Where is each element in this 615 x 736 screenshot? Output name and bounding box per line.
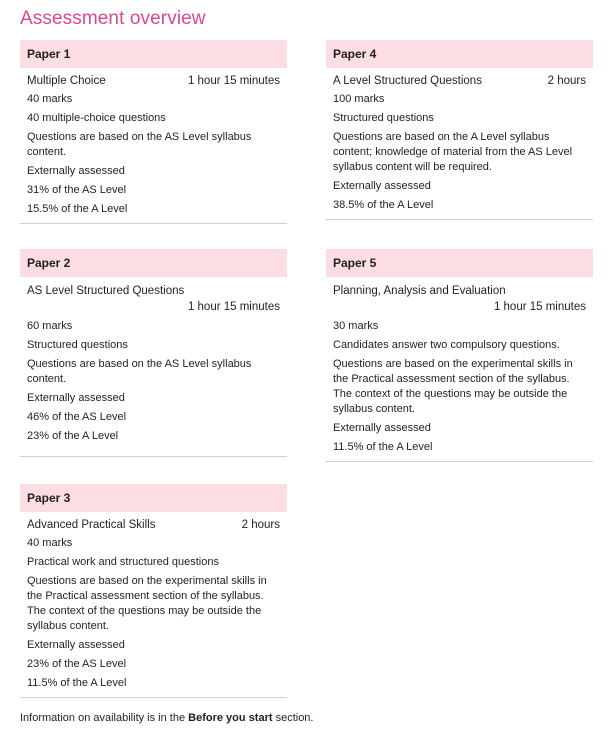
paper-2-rule — [20, 456, 287, 457]
paper-1-marks: 40 marks — [27, 93, 73, 105]
paper-4-marks: 100 marks — [333, 93, 385, 105]
paper-2-card — [20, 249, 287, 457]
paper-4-duration: 2 hours — [547, 75, 586, 87]
paper-4-rule — [326, 219, 593, 220]
paper-2-marks: 60 marks — [27, 320, 73, 332]
paper-3-weight-a: 11.5% of the A Level — [27, 677, 127, 689]
paper-2-basis: Questions are based on the AS Level syllabus content. — [27, 358, 252, 385]
paper-2-weight-as: 46% of the AS Level — [27, 411, 127, 423]
availability-note-prefix: Information on availability is in the — [20, 712, 189, 724]
paper-5-assessment: Externally assessed — [333, 422, 431, 434]
paper-5-basis: Questions are based on the experimental skills in the Practical assessment section of the syllabus. The context of the questions may be outside the syllabus content. — [333, 358, 573, 415]
paper-2-assessment: Externally assessed — [27, 392, 125, 404]
before-you-start-ref: Before you start — [188, 712, 273, 724]
paper-4-card — [326, 40, 593, 220]
availability-note-suffix: section. — [272, 712, 314, 724]
paper-3-basis: Questions are based on the experimental skills in the Practical assessment section of the syllabus. The context of the questions may be outside the syllabus content. — [27, 575, 267, 632]
paper-2-weight-a: 23% of the A Level — [27, 430, 119, 442]
paper-5-marks: 30 marks — [333, 320, 379, 332]
paper-3-subject: Advanced Practical Skills — [27, 519, 156, 531]
paper-1-assessment: Externally assessed — [27, 165, 125, 177]
paper-1-weight-as: 31% of the AS Level — [27, 184, 127, 196]
paper-4-weight-a: 38.5% of the A Level — [333, 199, 434, 211]
paper-5-subject: Planning, Analysis and Evaluation — [333, 285, 506, 297]
paper-3-duration: 2 hours — [241, 519, 280, 531]
paper-1-rule — [20, 223, 287, 224]
paper-2-subject: AS Level Structured Questions — [27, 285, 185, 297]
paper-1-card — [20, 40, 287, 224]
paper-4-heading: Paper 4 — [326, 40, 593, 68]
paper-5-format: Candidates answer two compulsory questions. — [333, 339, 560, 351]
paper-4-format: Structured questions — [333, 112, 434, 124]
paper-4-assessment: Externally assessed — [333, 180, 431, 192]
paper-5-rule — [326, 461, 593, 462]
paper-2-heading: Paper 2 — [20, 249, 287, 277]
paper-1-weight-a: 15.5% of the A Level — [27, 203, 128, 215]
paper-3-assessment: Externally assessed — [27, 639, 125, 651]
paper-1-heading: Paper 1 — [20, 40, 287, 68]
paper-3-heading: Paper 3 — [20, 484, 287, 512]
paper-5-heading: Paper 5 — [326, 249, 593, 277]
paper-1-subject: Multiple Choice — [27, 75, 106, 87]
page-title: Assessment overview — [20, 8, 206, 29]
availability-note — [20, 712, 313, 724]
paper-3-marks: 40 marks — [27, 537, 73, 549]
paper-4-basis: Questions are based on the A Level syllabus content; knowledge of material from the AS Level syllabus content will be required. — [333, 131, 573, 173]
paper-4-subject: A Level Structured Questions — [333, 75, 482, 87]
paper-5-weight-a: 11.5% of the A Level — [333, 441, 433, 453]
paper-1-duration: 1 hour 15 minutes — [187, 75, 280, 87]
paper-3-card — [20, 484, 287, 698]
paper-1-format: 40 multiple-choice questions — [27, 112, 166, 124]
paper-1-basis: Questions are based on the AS Level syllabus content. — [27, 131, 252, 158]
paper-5-duration: 1 hour 15 minutes — [493, 301, 586, 313]
paper-3-weight-as: 23% of the AS Level — [27, 658, 127, 670]
paper-3-format: Practical work and structured questions — [27, 556, 219, 568]
paper-2-duration: 1 hour 15 minutes — [187, 301, 280, 313]
paper-3-rule — [20, 697, 287, 698]
paper-2-format: Structured questions — [27, 339, 128, 351]
paper-5-card — [326, 249, 593, 462]
